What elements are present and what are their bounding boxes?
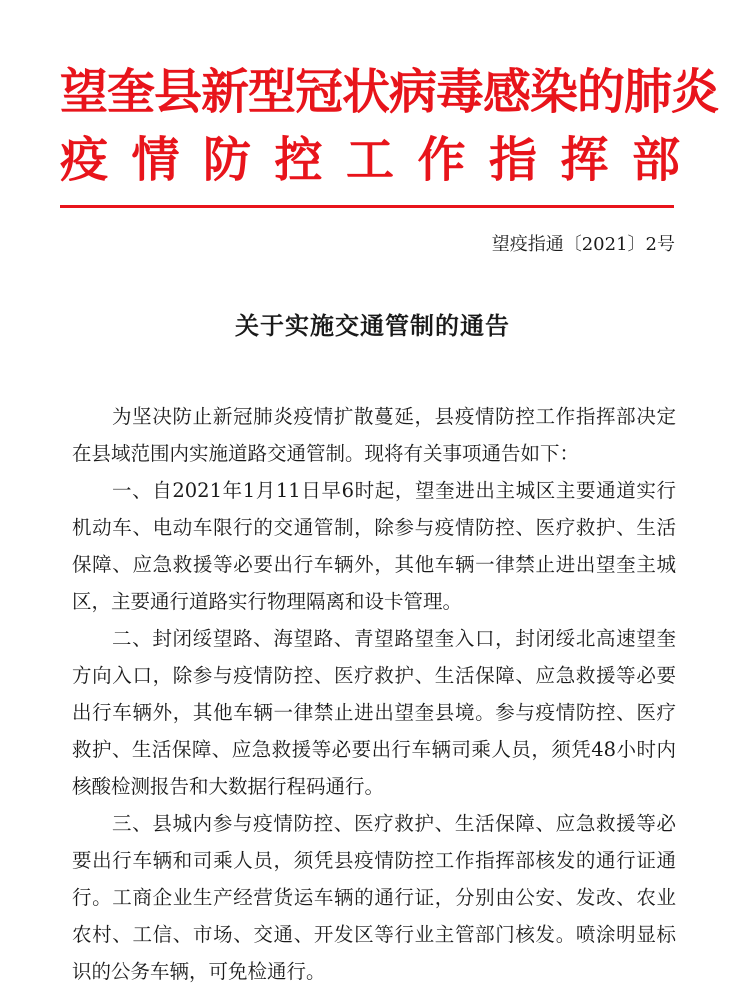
paragraph-item-2: 二、封闭绥望路、海望路、青望路望奎入口，封闭绥北高速望奎方向入口，除参与疫情防控、医疗救护、生活保障、应急救援等必要出行车辆外，其他车辆一律禁止进出望奎县境。参与疫情防控、医疗救护、生活保障、应急救援等必要出行车辆司乘人员，须凭48小时内核酸检测报告和大数据行程码通行。 <box>72 627 676 798</box>
paragraph-item-3: 三、县城内参与疫情防控、医疗救护、生活保障、应急救援等必要出行车辆和司乘人员，须凭县疫情防控工作指挥部核发的通行证通行。工商企业生产经营货运车辆的通行证，分别由公安、发改、农业农村、工信、市场、交通、开发区等行业主管部门核发。喷涂明显标识的公务车辆，可免检通行。 <box>72 812 676 983</box>
document-number: 望疫指通〔2021〕2号 <box>491 234 675 255</box>
notice-body <box>72 398 676 990</box>
issuing-org-line-1: 望奎县新型冠状病毒感染的肺炎 <box>60 64 719 120</box>
paragraph-item-1: 一、自2021年1月11日早6时起，望奎进出主城区主要通道实行机动车、电动车限行的交通管制，除参与疫情防控、医疗救护、生活保障、应急救援等必要出行车辆外，其他车辆一律禁止进出望奎主城区，主要通行道路实行物理隔离和设卡管理。 <box>72 479 676 613</box>
red-separator-line <box>60 205 674 208</box>
issuing-org-line-2: 疫情防控工作指挥部 <box>60 132 680 188</box>
notice-title: 关于实施交通管制的通告 <box>235 311 510 340</box>
paragraph-intro: 为坚决防止新冠肺炎疫情扩散蔓延，县疫情防控工作指挥部决定在县域范围内实施道路交通管制。现将有关事项通告如下： <box>72 405 676 465</box>
